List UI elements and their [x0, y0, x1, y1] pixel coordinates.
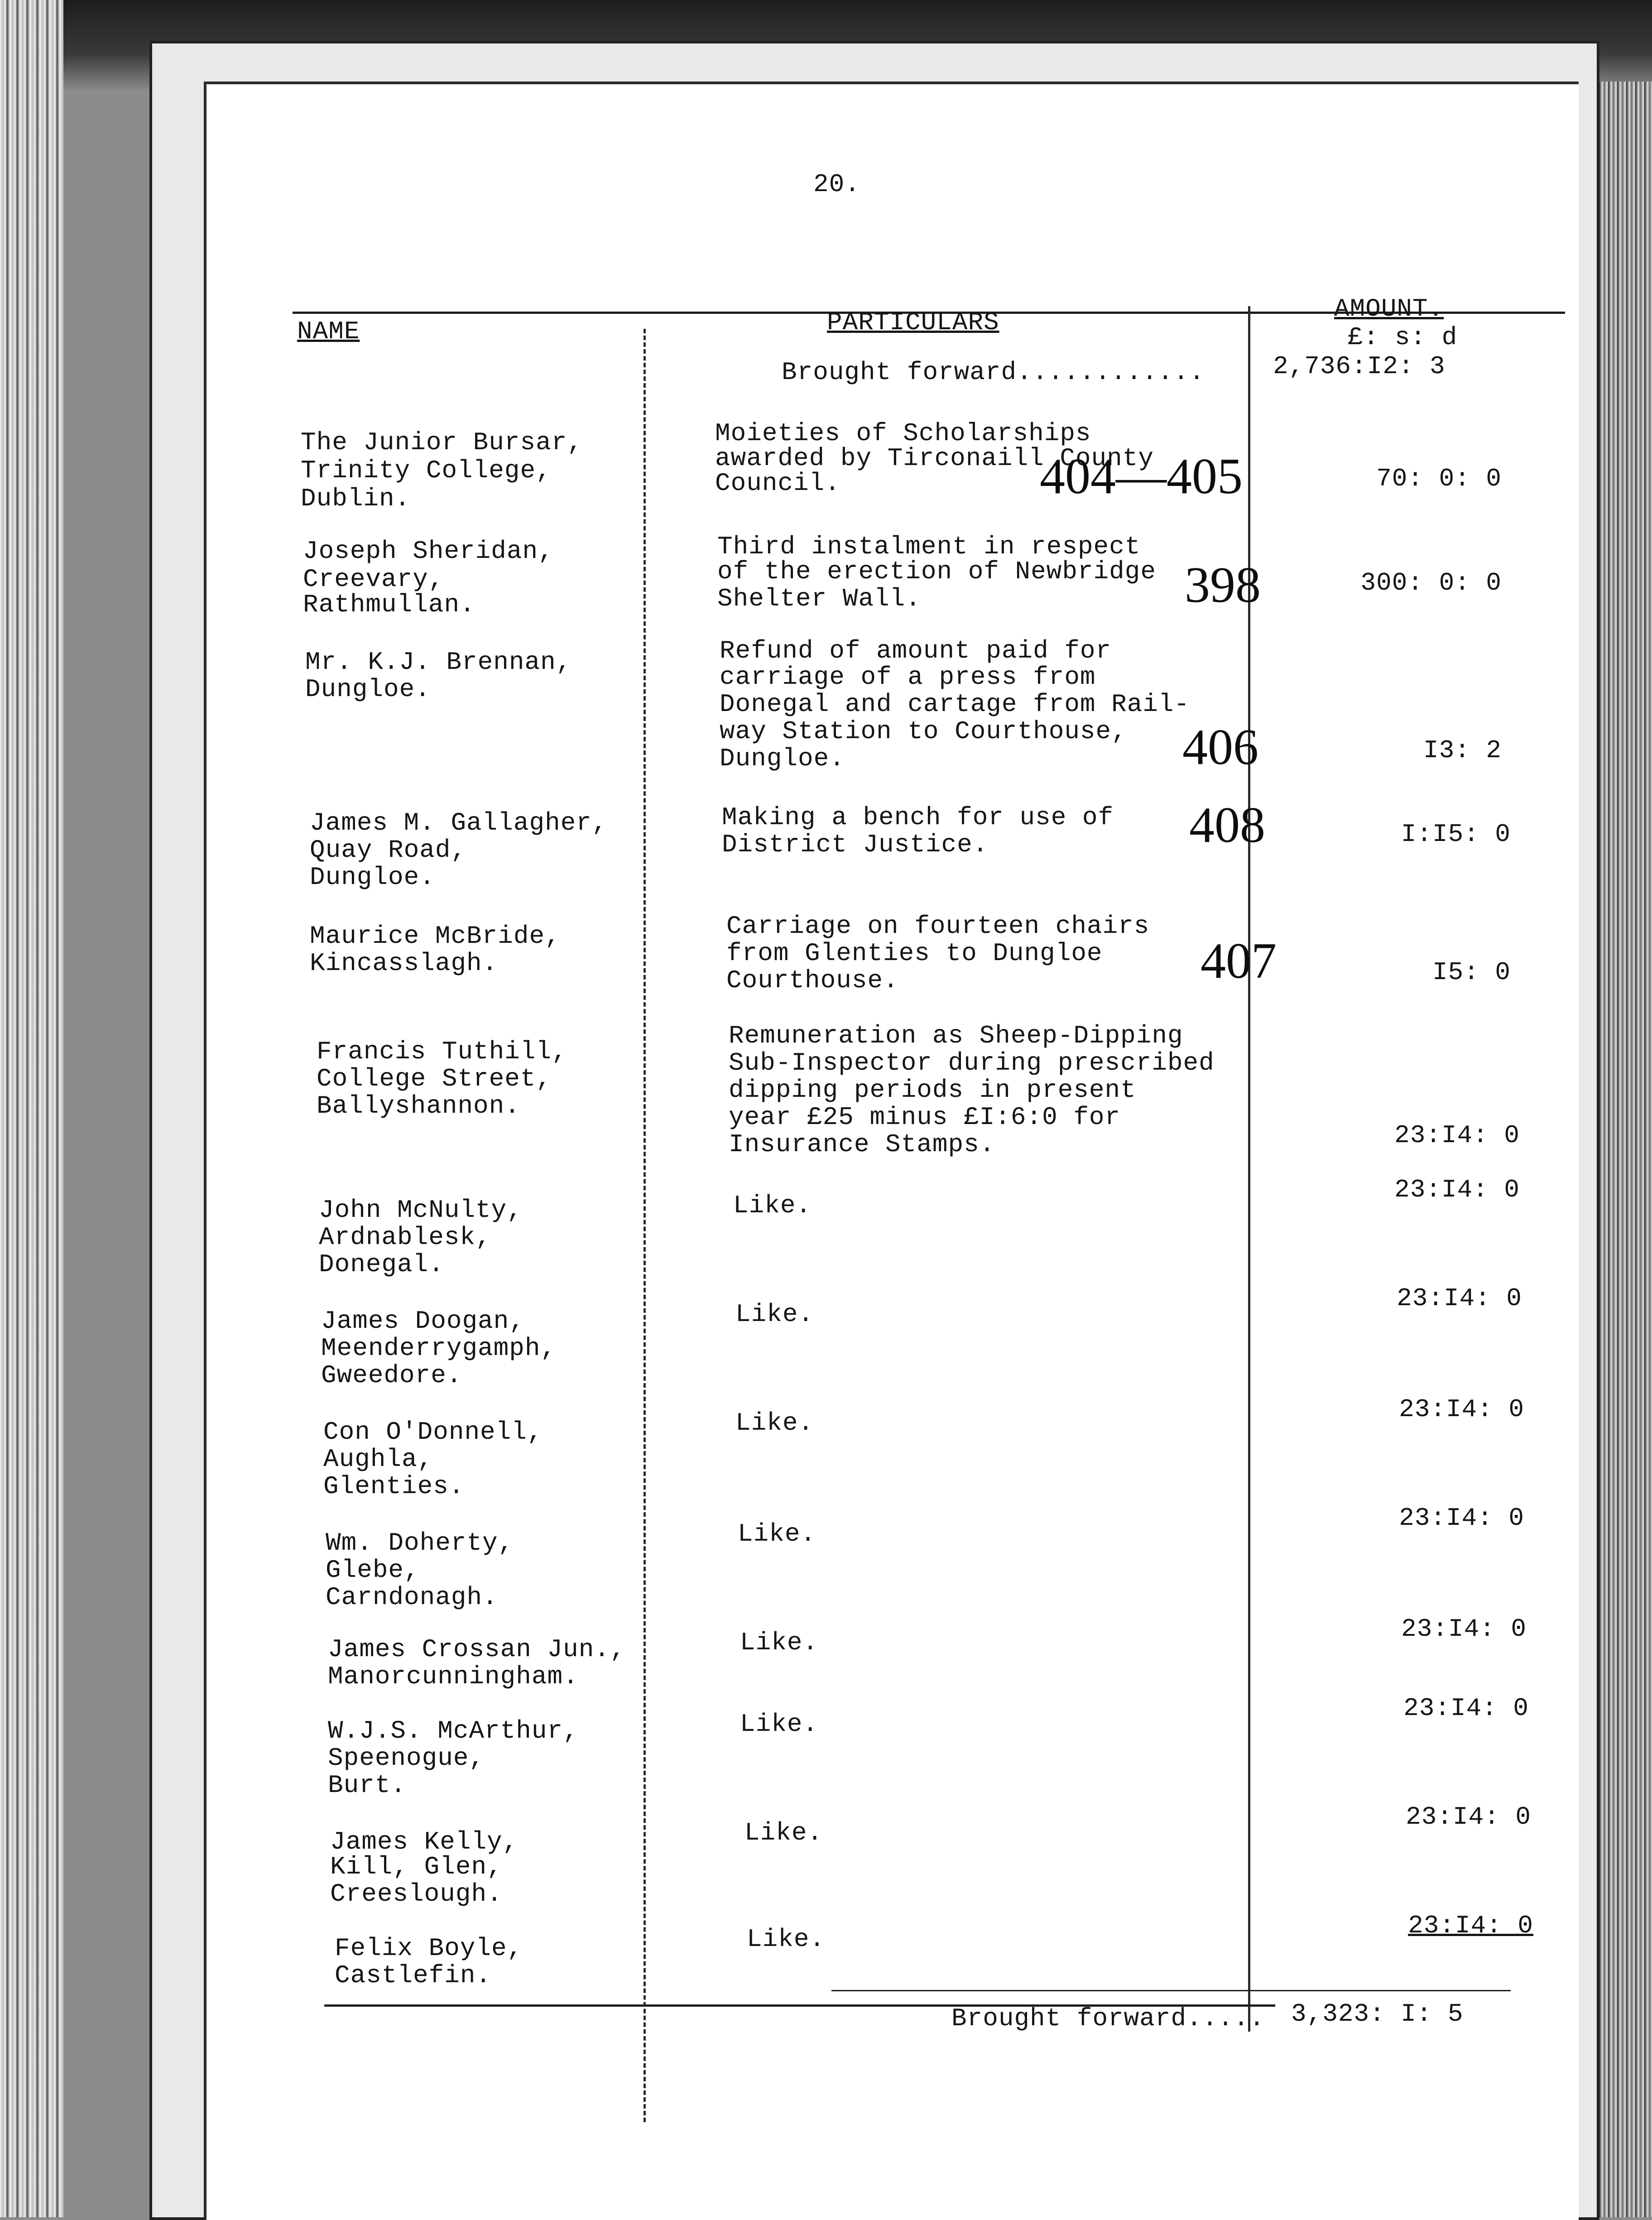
handwritten-reference: 398 [1185, 557, 1261, 613]
entry-name: Mr. K.J. Brennan, [305, 648, 572, 677]
header-particulars: PARTICULARS [827, 308, 999, 337]
entry-name: Castlefin. [335, 1961, 492, 1990]
entry-particulars: Moieties of Scholarships [715, 419, 1091, 448]
entry-amount: 23:I4: 0 [1399, 1395, 1524, 1424]
entry-name: Wm. Doherty, [326, 1528, 514, 1557]
page-number: 20. [813, 170, 860, 199]
entry-amount: 70: 0: 0 [1376, 464, 1502, 493]
entry-name: Rathmullan. [303, 590, 475, 619]
entry-name: James Doogan, [321, 1307, 525, 1336]
entry-name: College Street, [317, 1064, 552, 1093]
entry-particulars: Remuneration as Sheep-Dipping [729, 1021, 1183, 1050]
entry-name: Kill, Glen, [330, 1852, 503, 1881]
entry-name: James Kelly, [330, 1827, 519, 1856]
entry-name: Creeslough. [330, 1879, 503, 1908]
entry-name: Burt. [328, 1771, 407, 1800]
entry-amount: 23:I4: 0 [1399, 1504, 1524, 1533]
entry-name: Dublin. [301, 484, 411, 513]
entry-amount: 23:I4: 0 [1408, 1911, 1533, 1940]
entry-name: Francis Tuthill, [317, 1037, 567, 1066]
entry-particulars: Like. [735, 1300, 814, 1329]
entry-name: Kincasslagh. [310, 949, 498, 978]
entry-amount: 23:I4: 0 [1406, 1802, 1531, 1831]
entry-name: The Junior Bursar, [301, 428, 583, 457]
entry-particulars: Dungloe. [720, 744, 845, 773]
brought-forward-bottom-label: Brought forward..... [951, 2004, 1265, 2033]
entry-name: Meenderrygamph, [321, 1334, 557, 1363]
entry-name: Quay Road, [310, 836, 467, 865]
entry-name: W.J.S. McArthur, [328, 1716, 579, 1745]
entry-particulars: Refund of amount paid for [720, 636, 1112, 665]
entry-particulars: Insurance Stamps. [729, 1130, 995, 1159]
entry-name: Ardnablesk, [319, 1223, 491, 1252]
entry-amount: I5: 0 [1432, 958, 1511, 987]
footer-rule-upper [831, 1990, 1511, 1991]
entry-particulars: Like. [733, 1191, 812, 1220]
entry-name: Dungloe. [305, 675, 431, 704]
entry-particulars: Like. [744, 1818, 823, 1847]
header-currency: £: s: d [1348, 323, 1458, 352]
entry-particulars: Like. [738, 1519, 816, 1548]
entry-name: James M. Gallagher, [310, 808, 608, 837]
entry-name: Trinity College, [301, 456, 552, 485]
entry-name: Maurice McBride, [310, 922, 561, 951]
entry-name: Aughla, [323, 1445, 433, 1474]
entry-name: Con O'Donnell, [323, 1418, 543, 1446]
entry-particulars: Like. [735, 1408, 814, 1437]
entry-amount: 23:I4: 0 [1394, 1175, 1520, 1204]
entry-particulars: Shelter Wall. [717, 584, 921, 613]
entry-amount: I:I5: 0 [1401, 820, 1511, 849]
entry-name: Creevary, [303, 565, 444, 594]
entry-particulars: Like. [740, 1710, 819, 1739]
entry-particulars: Like. [740, 1628, 819, 1657]
entry-particulars: Donegal and cartage from Rail- [720, 690, 1190, 719]
entry-particulars: Sub-Inspector during prescribed [729, 1048, 1215, 1077]
brought-forward-bottom-amount: 3,323: I: 5 [1291, 1999, 1464, 2028]
handwritten-reference: 408 [1189, 797, 1265, 853]
entry-name: Dungloe. [310, 863, 435, 892]
entry-name: Glenties. [323, 1472, 465, 1501]
entry-amount: I3: 2 [1423, 736, 1502, 765]
entry-name: John McNulty, [319, 1196, 523, 1225]
handwritten-reference: 404—405 [1040, 448, 1243, 505]
entry-amount: 23:I4: 0 [1403, 1694, 1529, 1723]
ledger-page [204, 82, 1579, 2220]
brought-forward-top-label: Brought forward............ [782, 358, 1205, 387]
column-rule-name [644, 329, 646, 2122]
entry-particulars: Making a bench for use of [722, 803, 1114, 832]
entry-name: Gweedore. [321, 1361, 462, 1390]
entry-particulars: Council. [715, 469, 840, 498]
entry-particulars: Third instalment in respect [717, 532, 1141, 561]
entry-particulars: dipping periods in present [729, 1076, 1136, 1105]
entry-amount: 23:I4: 0 [1397, 1284, 1522, 1313]
entry-particulars: Like. [747, 1925, 826, 1954]
entry-name: Carndonagh. [326, 1583, 498, 1612]
entry-particulars: District Justice. [722, 830, 989, 859]
entry-amount: 23:I4: 0 [1401, 1615, 1527, 1643]
entry-name: Glebe, [326, 1556, 420, 1585]
entry-name: Speenogue, [328, 1744, 485, 1773]
entry-particulars: Carriage on fourteen chairs [726, 912, 1150, 941]
handwritten-reference: 407 [1201, 933, 1277, 989]
entry-name: Ballyshannon. [317, 1091, 520, 1120]
entry-particulars: carriage of a press from [720, 663, 1096, 692]
entry-name: Manorcunningham. [328, 1662, 579, 1691]
entry-amount: 23:I4: 0 [1394, 1121, 1520, 1150]
entry-particulars: year £25 minus £I:6:0 for [729, 1103, 1121, 1132]
header-name: NAME [297, 317, 360, 346]
entry-name: Donegal. [319, 1250, 444, 1279]
entry-particulars: of the erection of Newbridge [717, 557, 1156, 586]
entry-particulars: way Station to Courthouse, [720, 717, 1127, 746]
entry-particulars: awarded by Tirconaill County [715, 444, 1154, 473]
handwritten-reference: 406 [1182, 719, 1258, 775]
entry-amount: 300: 0: 0 [1360, 568, 1502, 597]
entry-particulars: Courthouse. [726, 966, 899, 995]
entry-particulars: from Glenties to Dungloe [726, 939, 1103, 968]
scan-noise-left-edge [0, 0, 63, 2217]
entry-name: James Crossan Jun., [328, 1635, 626, 1664]
header-amount: AMOUNT. [1334, 294, 1444, 323]
brought-forward-top-amount: 2,736:I2: 3 [1273, 352, 1446, 381]
entry-name: Joseph Sheridan, [303, 537, 554, 566]
entry-name: Felix Boyle, [335, 1934, 523, 1963]
